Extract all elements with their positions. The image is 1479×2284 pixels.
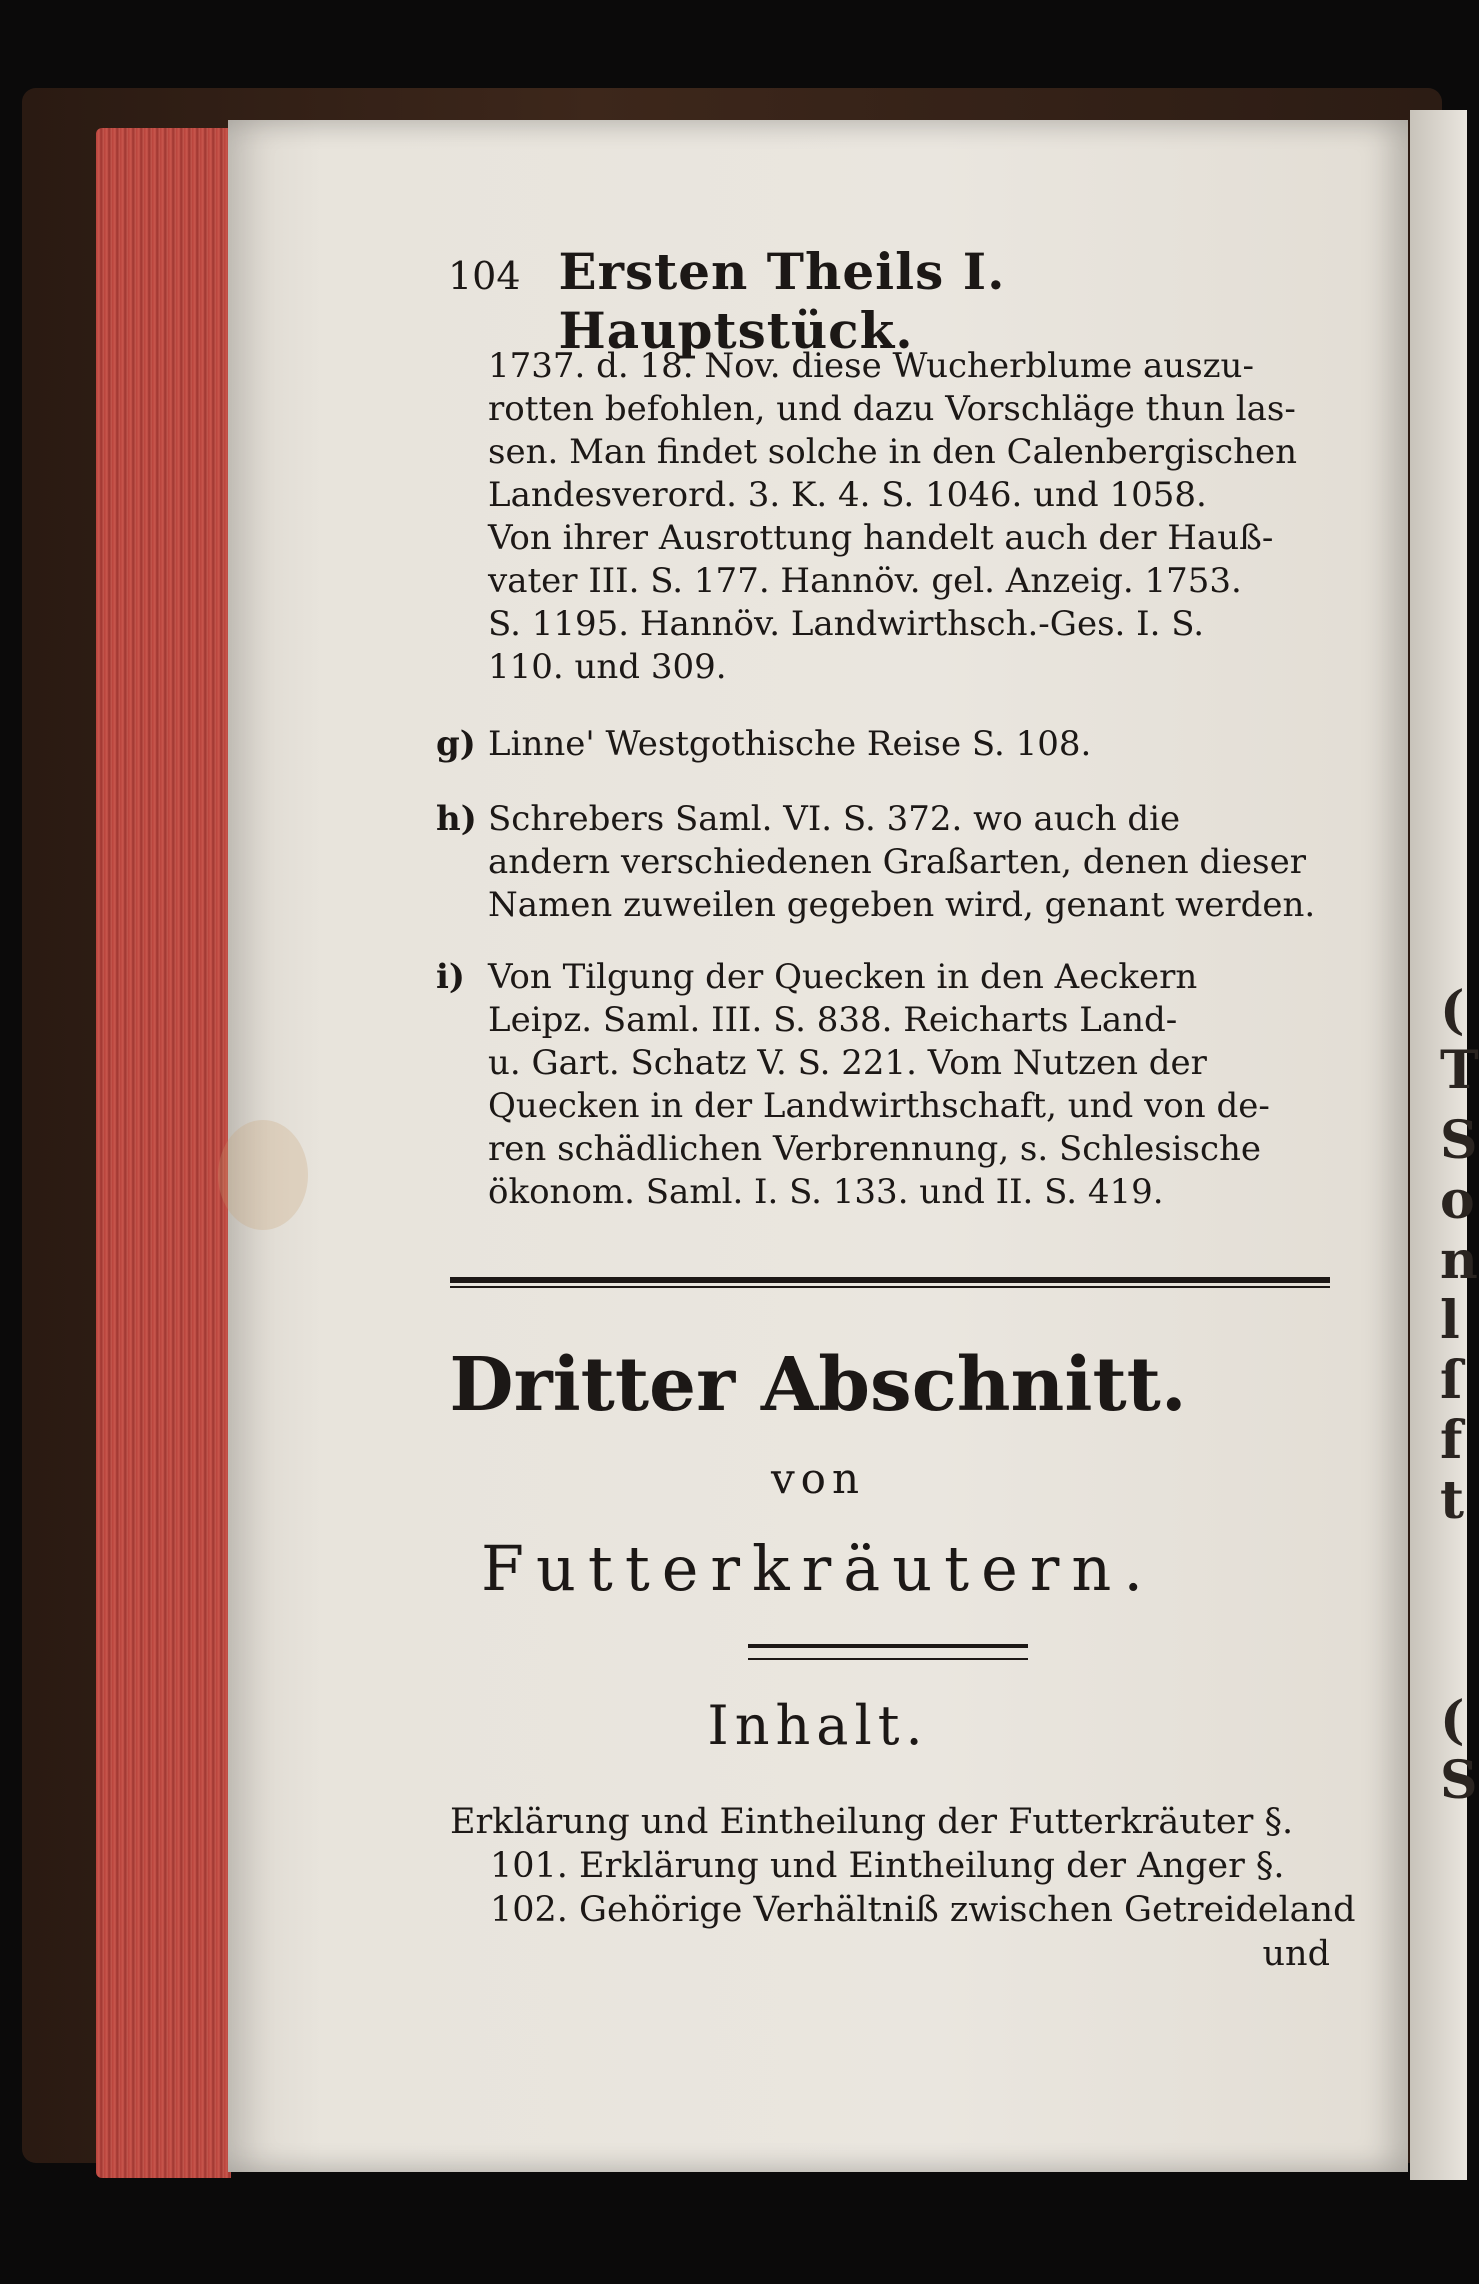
footnote-line: sen. Man findet solche in den Calenbergischen — [488, 432, 1297, 472]
facing-glyph: S — [1440, 1110, 1478, 1171]
footnote-line: Schrebers Saml. VI. S. 372. wo auch die — [488, 799, 1181, 839]
facing-page-edge — [1410, 110, 1479, 2180]
footnote-h — [436, 798, 1316, 927]
footnote-i — [436, 956, 1270, 1214]
section-divider-rule — [450, 1277, 1330, 1283]
page-header — [448, 242, 1248, 360]
footnote-line: Von ihrer Ausrottung handelt auch der Hauß- — [488, 518, 1274, 558]
facing-glyph: S — [1440, 1750, 1478, 1811]
facing-glyph: T — [1440, 1040, 1479, 1101]
page-content — [228, 120, 1408, 2172]
contents-line: Erklärung und Eintheilung der Futterkräuter §. — [450, 1802, 1294, 1842]
footnote-line: Landesverord. 3. K. 4. S. 1046. und 1058. — [488, 475, 1207, 515]
facing-glyph: l — [1440, 1290, 1460, 1351]
footnote-label: h) — [436, 799, 477, 839]
facing-glyph: o — [1440, 1170, 1475, 1231]
footnote-line: andern verschiedenen Graßarten, denen dieser — [488, 842, 1306, 882]
footnote-line: 1737. d. 18. Nov. diese Wucherblume auszu- — [488, 346, 1254, 386]
footnote-line: S. 1195. Hannöv. Landwirthsch.-Ges. I. S. — [488, 604, 1205, 644]
ornament-rule — [748, 1644, 1028, 1660]
running-title: Ersten Theils I. Hauptstück. — [558, 242, 1006, 360]
footnote-line: u. Gart. Schatz V. S. 221. Vom Nutzen der — [488, 1043, 1207, 1083]
facing-glyph: ( — [1440, 1690, 1465, 1751]
page-edges — [96, 128, 231, 2178]
facing-glyph: ſ — [1440, 1350, 1463, 1411]
facing-glyph: t — [1440, 1470, 1465, 1531]
section-preposition: von — [770, 1454, 866, 1503]
facing-glyph: n — [1440, 1230, 1478, 1291]
footnote-line: Namen zuweilen gegeben wird, genant werden. — [488, 885, 1316, 925]
catchword: und — [1262, 1934, 1330, 1974]
footnote-label: g) — [436, 724, 476, 764]
facing-glyph: ( — [1440, 980, 1465, 1041]
facing-glyph: f — [1440, 1410, 1463, 1471]
contents-line: 101. Erklärung und Eintheilung der Anger §. — [490, 1846, 1285, 1886]
footnote-line: Leipz. Saml. III. S. 838. Reicharts Land- — [488, 1000, 1178, 1040]
contents-text — [450, 1800, 1356, 1976]
page-number: 104 — [448, 254, 521, 298]
footnote-line: 110. und 309. — [488, 647, 727, 687]
footnote-line: ökonom. Saml. I. S. 133. und II. S. 419. — [488, 1172, 1164, 1212]
footnote-line: Von Tilgung der Quecken in den Aeckern — [488, 957, 1198, 997]
footnote-line: Linne' Westgothische Reise S. 108. — [488, 724, 1092, 764]
footnote-g — [436, 723, 1178, 766]
footnote-line: Quecken in der Landwirthschaft, und von de- — [488, 1086, 1270, 1126]
footnote-label: i) — [436, 957, 466, 997]
footnote-line: vater III. S. 177. Hannöv. gel. Anzeig. 1753. — [488, 561, 1242, 601]
contents-line: 102. Gehörige Verhältniß zwischen Getreideland — [490, 1890, 1356, 1930]
contents-heading: Inhalt. — [707, 1694, 929, 1757]
footnote-continued — [488, 345, 1297, 689]
footnote-line: ren schädlichen Verbrennung, s. Schlesische — [488, 1129, 1262, 1169]
section-title: Dritter Abschnitt. — [449, 1342, 1187, 1428]
footnote-line: rotten befohlen, und dazu Vorschläge thun las- — [488, 389, 1296, 429]
section-subject: Futterkräutern. — [480, 1532, 1156, 1605]
